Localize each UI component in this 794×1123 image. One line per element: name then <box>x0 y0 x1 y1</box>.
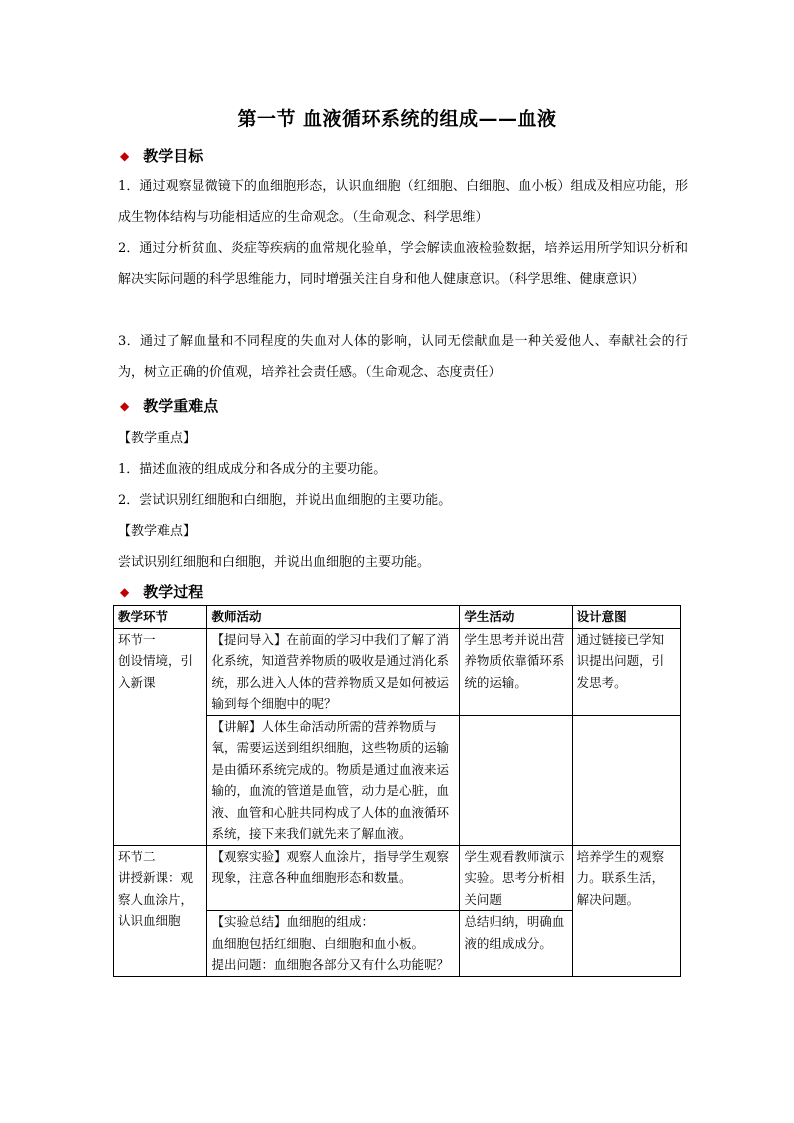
section-heading-label: 教学过程 <box>143 583 204 601</box>
teacher-activity-text: 【实验总结】血细胞的组成： 血细胞包括红细胞、白细胞和血小板。 提出问题：血细胞各部分又有什么功能呢？ <box>211 914 449 972</box>
teacher-activity-cell <box>207 911 460 977</box>
difficulty-text: 尝试识别红细胞和白细胞，并说出血细胞的主要功能。 <box>118 555 431 570</box>
column-header: 教学环节 <box>114 606 207 629</box>
design-intent-cell <box>572 715 680 845</box>
column-header: 设计意图 <box>572 606 680 629</box>
focus-item-2: 2．尝试识别红细胞和白细胞，并说出血细胞的主要功能。 <box>118 493 452 508</box>
difficulty-label: 【教学难点】 <box>118 524 197 539</box>
student-activity-cell <box>460 911 572 977</box>
section-heading-goals <box>120 145 203 166</box>
student-activity-cell <box>460 715 572 845</box>
teacher-activity-text: 【提问导入】在前面的学习中我们了解了消化系统，知道营养物质的吸收是通过消化系统，那么进入人体的营养物质又是如何被运输到每个细胞中的呢？ <box>211 631 449 711</box>
section-heading-key-points <box>120 395 218 416</box>
stage-name: 环节一 创设情境，引入新课 <box>118 631 194 690</box>
student-activity-text: 学生思考并说出营养物质依靠循环系统的运输。 <box>464 631 565 690</box>
student-activity-text: 学生观看教师演示实验。思考分析相关问题 <box>464 848 565 907</box>
student-activity-cell <box>460 845 572 911</box>
teacher-activity-cell <box>207 715 460 845</box>
process-table <box>113 605 681 977</box>
focus-item-1: 1．描述血液的组成成分和各成分的主要功能。 <box>118 462 387 477</box>
design-intent-text: 通过链接已学知识提出问题，引发思考。 <box>576 631 665 690</box>
page-title: 第一节 血液循环系统的组成——血液 <box>237 108 557 130</box>
stage-cell <box>114 628 207 845</box>
student-activity-cell <box>460 628 572 715</box>
focus-label: 【教学重点】 <box>118 431 197 446</box>
table-row <box>114 628 681 715</box>
design-intent-text: 培养学生的观察力。联系生活，解决问题。 <box>576 848 665 907</box>
column-header: 学生活动 <box>460 606 572 629</box>
goal-item-2: 2．通过分析贫血、炎症等疾病的血常规化验单，学会解读血液检验数据，培养运用所学知识分析和解决实际问题的科学思维能力，同时增强关注自身和他人健康意识。（科学思维、健康意识） <box>118 241 688 287</box>
student-activity-text: 总结归纳，明确血液的组成成分。 <box>464 914 565 951</box>
section-heading-process <box>120 581 203 602</box>
diamond-bullet-icon: ◆ <box>120 398 130 413</box>
goal-item-1: 1．通过观察显微镜下的血细胞形态，认识血细胞（红细胞、白细胞、血小板）组成及相应功能，形成生物体结构与功能相适应的生命观念。（生命观念、科学思维） <box>118 179 688 225</box>
teacher-activity-cell <box>207 845 460 911</box>
teacher-activity-text: 【讲解】人体生命活动所需的营养物质与氧，需要运送到组织细胞，这些物质的运输是由循环系统完成的。物质是通过血液来运输的，血流的管道是血管，动力是心脏，血液、血管和心脏共同构成了人体的血液循环系统，接下来我们就先来了解血液。 <box>211 718 449 841</box>
stage-cell <box>114 845 207 976</box>
diamond-bullet-icon: ◆ <box>120 148 130 163</box>
diamond-bullet-icon: ◆ <box>120 584 130 599</box>
stage-name: 环节二 讲授新课：观察人血涂片，认识血细胞 <box>118 848 194 928</box>
design-intent-cell <box>572 845 680 976</box>
section-heading-label: 教学目标 <box>143 147 204 165</box>
design-intent-cell <box>572 628 680 715</box>
section-heading-label: 教学重难点 <box>143 397 219 415</box>
goal-item-3: 3．通过了解血量和不同程度的失血对人体的影响，认同无偿献血是一种关爱他人、奉献社会的行为，树立正确的价值观，培养社会责任感。（生命观念、态度责任） <box>118 334 688 380</box>
column-header: 教师活动 <box>207 606 460 629</box>
teacher-activity-cell <box>207 628 460 715</box>
table-header-row <box>114 606 681 629</box>
teacher-activity-text: 【观察实验】观察人血涂片，指导学生观察现象，注意各种血细胞形态和数量。 <box>211 848 449 885</box>
table-row <box>114 845 681 911</box>
